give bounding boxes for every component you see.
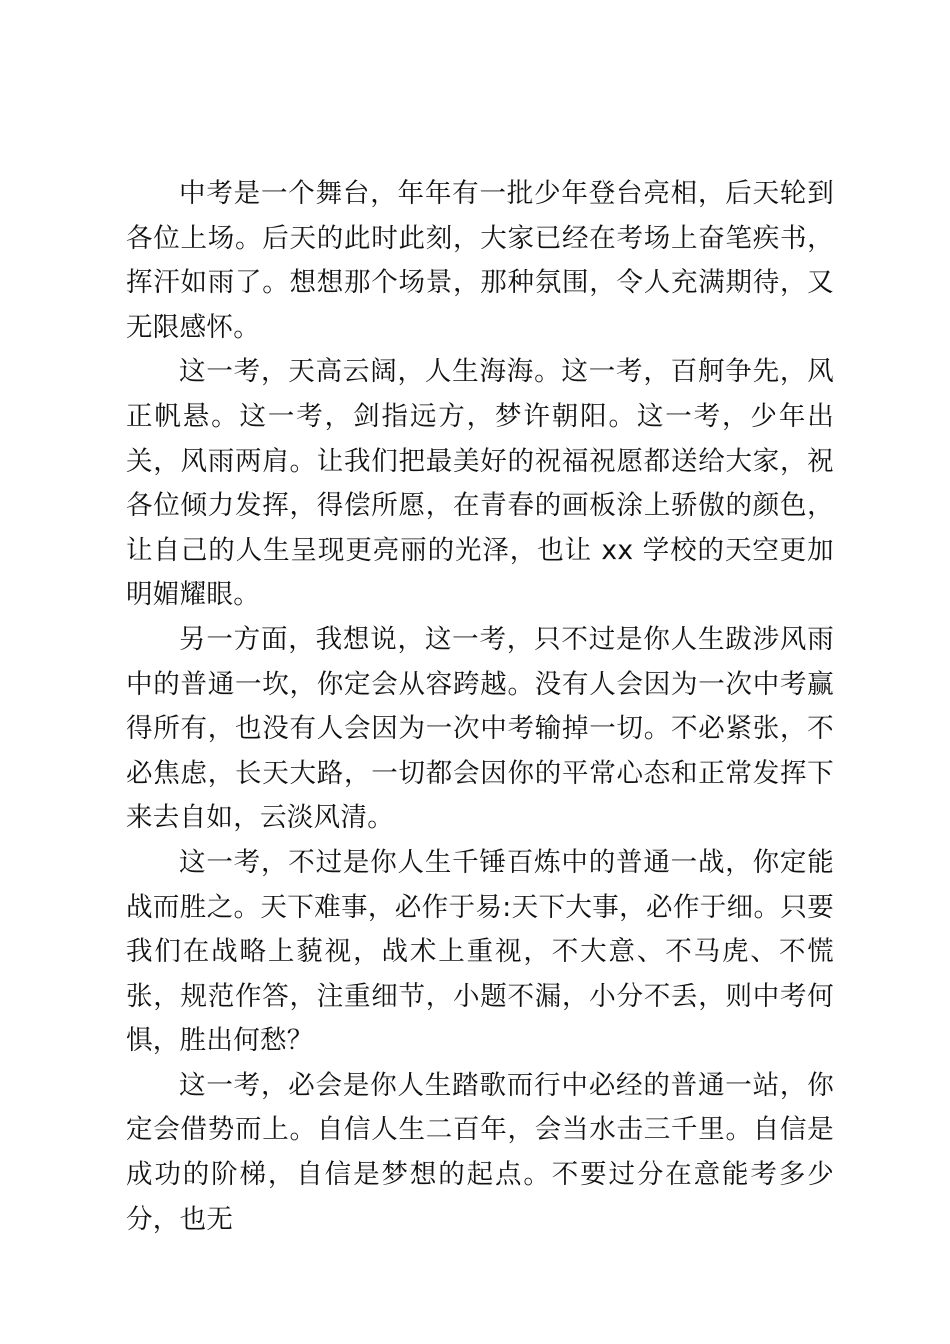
- paragraph: 这一考，必会是你人生踏歌而行中必经的普通一站，你定会借势而上。自信人生二百年，会当水击三千里。自信是成功的阶梯，自信是梦想的起点。不要过分在意能考多少分，也无: [126, 1069, 834, 1235]
- paragraph: 这一考，不过是你人生千锤百炼中的普通一战，你定能战而胜之。天下难事，必作于易:天下大事，必作于细。只要我们在战略上藐视，战术上重视，不大意、不马虎、不慌张，规范作答，注重细节，小题不漏，小分不丢，则中考何惧，胜出何愁？: [126, 846, 834, 1057]
- paragraph: 另一方面，我想说，这一考，只不过是你人生跋涉风雨中的普通一坎，你定会从容跨越。没有人会因为一次中考赢得所有，也没有人会因为一次中考输掉一切。不必紧张，不必焦虑，长天大路，一切都会因你的平常心态和正常发挥下来去自如，云淡风清。: [126, 623, 834, 834]
- paragraph: 中考是一个舞台，年年有一批少年登台亮相，后天轮到各位上场。后天的此时此刻，大家已经在考场上奋笔疾书，挥汗如雨了。想想那个场景，那种氛围，令人充满期待，又无限感怀。: [126, 178, 834, 343]
- document-body: [126, 172, 834, 1242]
- paragraph: 这一考，天高云阔，人生海海。这一考，百舸争先，风正帆悬。这一考，剑指远方，梦许朝阳。这一考，少年出关，风雨两肩。让我们把最美好的祝福祝愿都送给大家，祝各位倾力发挥，得偿所愿，在青春的画板涂上骄傲的颜色，让自己的人生呈现更亮丽的光泽，也让 xx 学校的天空更加明媚耀眼。: [126, 356, 834, 611]
